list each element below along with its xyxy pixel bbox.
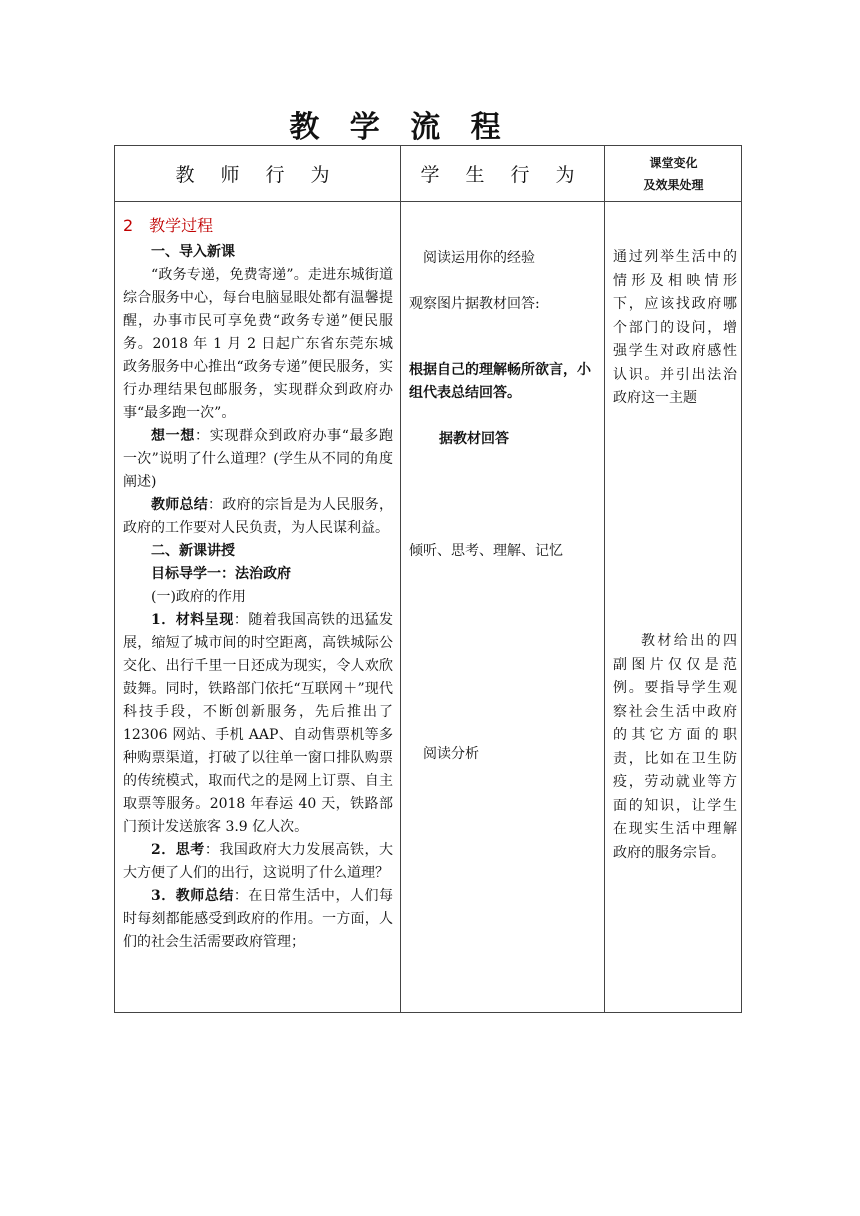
- part1-heading: 一、导入新课: [151, 244, 235, 260]
- summary-paragraph: [123, 494, 393, 540]
- lesson-flow-table: [114, 145, 742, 1013]
- conclusion-label: 3．教师总结: [151, 888, 234, 904]
- header-divider: [115, 201, 741, 202]
- goal-heading: [123, 563, 393, 586]
- header-effect-line1: 课堂变化: [649, 155, 698, 170]
- sub-heading: (一)政府的作用: [151, 589, 246, 605]
- conclusion-paragraph: [123, 885, 393, 954]
- think-paragraph: [123, 425, 393, 494]
- student-item-5: 倾听、思考、理解、记忆: [409, 543, 563, 559]
- column-divider: [604, 146, 605, 1012]
- section-title: 2 教学过程: [123, 216, 214, 235]
- question-text: ：我国政府大力发展高铁，大大方便了人们的出行，这说明了什么道理？: [123, 842, 393, 881]
- effect-note-1: 通过列举生活中的情形及相映情形下，应该找政府哪个部门的设问，增强学生对政府感性认识。并引出法治政府这一主题: [613, 249, 737, 406]
- material-paragraph: [123, 609, 393, 839]
- goal-heading-text: 目标导学一：法治政府: [151, 566, 291, 582]
- page-title: 教 学 流 程: [289, 110, 511, 145]
- effect-note-2: 教材给出的四副图片仅仅是范例。要指导学生观察社会生活中政府的其它方面的职责，比如在卫生防疫，劳动就业等方面的知识，让学生在现实生活中理解政府的服务宗旨。: [613, 633, 737, 861]
- teacher-column: [123, 214, 393, 954]
- student-item-1: 阅读运用你的经验: [423, 250, 535, 266]
- header-teacher: 教 师 行 为: [175, 164, 340, 186]
- header-effect: [605, 146, 742, 201]
- student-item-4: 据教材回答: [439, 431, 509, 447]
- conclusion-text: ：在日常生活中，人们每时每刻都能感受到政府的作用。一方面，人们的社会生活需要政府管理；: [123, 888, 393, 950]
- summary-text: ：政府的宗旨是为人民服务，政府的工作要对人民负责，为人民谋利益。: [123, 497, 393, 536]
- question-paragraph: [123, 839, 393, 885]
- part2-heading: 二、新课讲授: [151, 543, 235, 559]
- header-effect-line2: 及效果处理: [643, 177, 704, 192]
- student-item-2: 观察图片据教材回答:: [409, 296, 540, 312]
- intro-paragraph: “政务专递，免费寄递”。走进东城街道综合服务中心，每台电脑显眼处都有温馨提醒，办事市民可享免费“政务专递”便民服务。2018 年 1 月 2 日起广东省东莞东城政务服务中心推出“政务专递”便民服务，实行办理结果包邮服务，实现群众到政府办事“最多跑一次”。: [123, 267, 393, 421]
- student-item-6: 阅读分析: [423, 746, 479, 762]
- student-item-3: 根据自己的理解畅所欲言，小组代表总结回答。: [409, 362, 591, 401]
- question-label: 2．思考: [151, 842, 205, 858]
- think-text: ：实现群众到政府办事“最多跑一次”说明了什么道理？(学生从不同的角度阐述): [123, 428, 393, 490]
- material-label: 1．材料呈现: [151, 612, 234, 628]
- column-divider: [400, 146, 401, 1012]
- material-text: ：随着我国高铁的迅猛发展，缩短了城市间的时空距离，高铁城际公交化、出行千里一日还成为现实，令人欢欣鼓舞。同时，铁路部门依托“互联网＋”现代科技手段，不断创新服务，先后推出了 12306 网站、手机 AAP、自动售票机等多种购票渠道，打破了以往单一窗口排队购票的传统模式，取而代之的是网上订票、自主取票等服务。2018 年春运 40 天，铁路部门预计发送旅客 3.9 亿人次。: [123, 612, 393, 835]
- think-label: 想一想: [151, 428, 196, 444]
- summary-label: 教师总结: [151, 497, 208, 513]
- header-student: 学 生 行 为: [420, 164, 585, 186]
